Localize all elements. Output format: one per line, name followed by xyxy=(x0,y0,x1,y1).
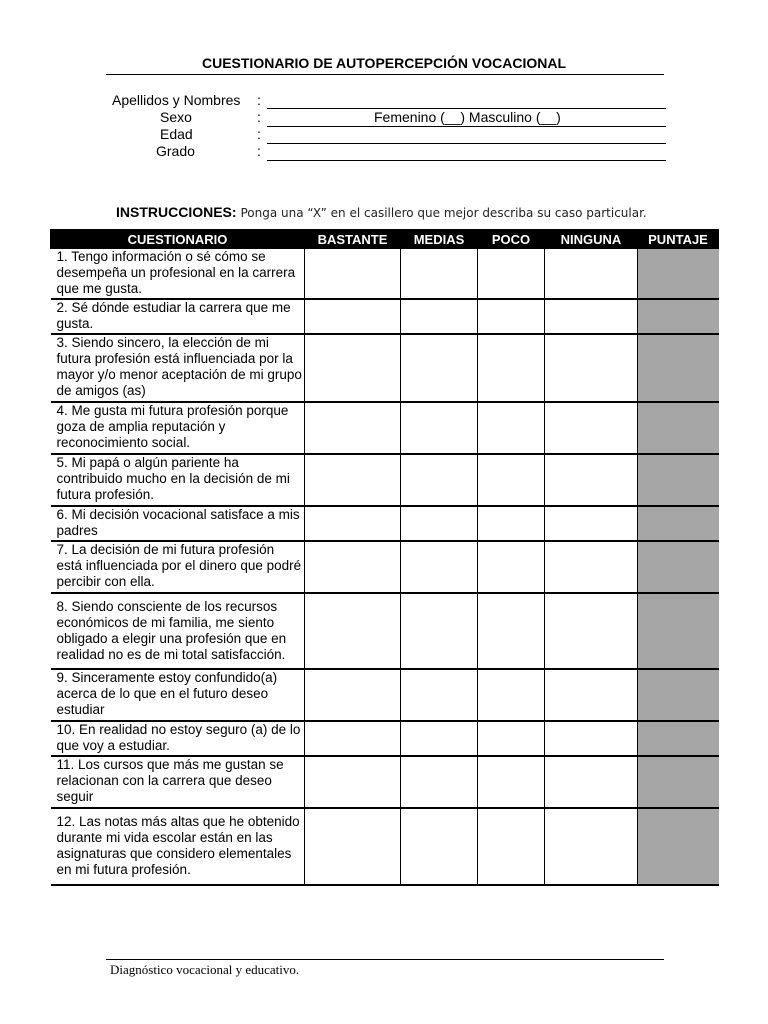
grado-field[interactable] xyxy=(267,160,666,161)
ninguna-cell[interactable] xyxy=(545,249,638,299)
table-row xyxy=(51,506,719,541)
bastante-cell[interactable] xyxy=(305,756,401,808)
bastante-cell[interactable] xyxy=(305,669,401,721)
ninguna-cell[interactable] xyxy=(545,402,638,454)
puntaje-cell xyxy=(638,669,719,721)
puntaje-cell xyxy=(638,249,719,299)
medias-cell[interactable] xyxy=(401,593,478,669)
puntaje-cell xyxy=(638,454,719,506)
puntaje-cell xyxy=(638,541,719,593)
sexo-colon: : xyxy=(257,109,261,125)
header-puntaje: PUNTAJE xyxy=(638,230,719,249)
puntaje-cell xyxy=(638,506,719,541)
header-ninguna: NINGUNA xyxy=(545,230,638,249)
instructions-label: INSTRUCCIONES: xyxy=(116,204,237,220)
poco-cell[interactable] xyxy=(478,454,545,506)
medias-cell[interactable] xyxy=(401,402,478,454)
poco-cell[interactable] xyxy=(478,506,545,541)
bastante-cell[interactable] xyxy=(305,249,401,299)
table-row xyxy=(51,721,719,756)
bastante-cell[interactable] xyxy=(305,721,401,756)
medias-cell[interactable] xyxy=(401,541,478,593)
ninguna-cell[interactable] xyxy=(545,299,638,334)
bastante-cell[interactable] xyxy=(305,541,401,593)
table-row xyxy=(51,669,719,721)
sexo-label: Sexo xyxy=(160,109,192,125)
bastante-cell[interactable] xyxy=(305,593,401,669)
medias-cell[interactable] xyxy=(401,334,478,402)
puntaje-cell xyxy=(638,721,719,756)
poco-cell[interactable] xyxy=(478,249,545,299)
question-text: 1. Tengo información o sé cómo se desempeña un profesional en la carrera que me gusta. xyxy=(51,249,305,299)
edad-label: Edad xyxy=(160,126,193,142)
medias-cell[interactable] xyxy=(401,669,478,721)
ninguna-cell[interactable] xyxy=(545,593,638,669)
bastante-cell[interactable] xyxy=(305,454,401,506)
medias-cell[interactable] xyxy=(401,454,478,506)
edad-field[interactable] xyxy=(267,143,666,144)
medias-cell[interactable] xyxy=(401,249,478,299)
question-text: 2. Sé dónde estudiar la carrera que me gusta. xyxy=(51,299,305,334)
ninguna-cell[interactable] xyxy=(545,541,638,593)
puntaje-cell xyxy=(638,593,719,669)
table-row xyxy=(51,402,719,454)
table-row xyxy=(51,541,719,593)
poco-cell[interactable] xyxy=(478,669,545,721)
instructions xyxy=(116,204,647,221)
poco-cell[interactable] xyxy=(478,721,545,756)
bastante-cell[interactable] xyxy=(305,808,401,885)
bastante-cell[interactable] xyxy=(305,299,401,334)
table-header-row xyxy=(51,230,719,249)
poco-cell[interactable] xyxy=(478,334,545,402)
apellidos-colon: : xyxy=(257,92,261,108)
header-medias: MEDIAS xyxy=(401,230,478,249)
grado-colon: : xyxy=(257,143,261,159)
sexo-field xyxy=(267,126,666,127)
table-row xyxy=(51,249,719,299)
ninguna-cell[interactable] xyxy=(545,721,638,756)
puntaje-cell xyxy=(638,334,719,402)
poco-cell[interactable] xyxy=(478,541,545,593)
puntaje-cell xyxy=(638,808,719,885)
question-text: 3. Siendo sincero, la elección de mi futura profesión está influenciada por la mayor y/o menor aceptación de mi grupo de amigos (as) xyxy=(51,334,305,402)
table-row xyxy=(51,299,719,334)
medias-cell[interactable] xyxy=(401,506,478,541)
question-text: 11. Los cursos que más me gustan se relacionan con la carrera que deseo seguir xyxy=(51,756,305,808)
ninguna-cell[interactable] xyxy=(545,756,638,808)
header-bastante: BASTANTE xyxy=(305,230,401,249)
questionnaire-table xyxy=(50,229,719,886)
question-text: 5. Mi papá o algún pariente ha contribuido mucho en la decisión de mi futura profesión. xyxy=(51,454,305,506)
edad-colon: : xyxy=(257,126,261,142)
ninguna-cell[interactable] xyxy=(545,334,638,402)
bastante-cell[interactable] xyxy=(305,402,401,454)
sexo-options[interactable]: Femenino (__) Masculino (__) xyxy=(374,109,561,125)
apellidos-label: Apellidos y Nombres xyxy=(112,92,241,108)
table-row xyxy=(51,593,719,669)
puntaje-cell xyxy=(638,299,719,334)
poco-cell[interactable] xyxy=(478,593,545,669)
question-text: 12. Las notas más altas que he obtenido durante mi vida escolar están en las asignaturas que considero elementales en mi futura profesión. xyxy=(51,808,305,885)
medias-cell[interactable] xyxy=(401,808,478,885)
question-text: 7. La decisión de mi futura profesión está influenciada por el dinero que podré percibir con ella. xyxy=(51,541,305,593)
medias-cell[interactable] xyxy=(401,721,478,756)
puntaje-cell xyxy=(638,402,719,454)
poco-cell[interactable] xyxy=(478,756,545,808)
poco-cell[interactable] xyxy=(478,299,545,334)
instructions-text: Ponga una “X” en el casillero que mejor describa su caso particular. xyxy=(240,206,647,220)
ninguna-cell[interactable] xyxy=(545,454,638,506)
header-poco: POCO xyxy=(478,230,545,249)
grado-label: Grado xyxy=(156,143,195,159)
ninguna-cell[interactable] xyxy=(545,808,638,885)
medias-cell[interactable] xyxy=(401,299,478,334)
table-row xyxy=(51,756,719,808)
poco-cell[interactable] xyxy=(478,402,545,454)
question-text: 8. Siendo consciente de los recursos económicos de mi familia, me siento obligado a elegir una profesión que en realidad no es de mi total satisfacción. xyxy=(51,593,305,669)
bastante-cell[interactable] xyxy=(305,334,401,402)
header-cuestionario: CUESTIONARIO xyxy=(51,230,305,249)
question-text: 9. Sinceramente estoy confundido(a) acerca de lo que en el futuro deseo estudiar xyxy=(51,669,305,721)
ninguna-cell[interactable] xyxy=(545,669,638,721)
footer-text: Diagnóstico vocacional y educativo. xyxy=(110,962,300,977)
question-text: 6. Mi decisión vocacional satisface a mis padres xyxy=(51,506,305,541)
page-title: CUESTIONARIO DE AUTOPERCEPCIÓN VOCACIONAL xyxy=(201,55,567,71)
table-row xyxy=(51,454,719,506)
title-underline xyxy=(106,74,664,75)
poco-cell[interactable] xyxy=(478,808,545,885)
ninguna-cell[interactable] xyxy=(545,506,638,541)
table-row xyxy=(51,334,719,402)
table-row xyxy=(51,808,719,885)
puntaje-cell xyxy=(638,756,719,808)
question-text: 4. Me gusta mi futura profesión porque goza de amplia reputación y reconocimiento social. xyxy=(51,402,305,454)
bastante-cell[interactable] xyxy=(305,506,401,541)
footer-rule xyxy=(106,959,664,960)
question-text: 10. En realidad no estoy seguro (a) de lo que voy a estudiar. xyxy=(51,721,305,756)
medias-cell[interactable] xyxy=(401,756,478,808)
